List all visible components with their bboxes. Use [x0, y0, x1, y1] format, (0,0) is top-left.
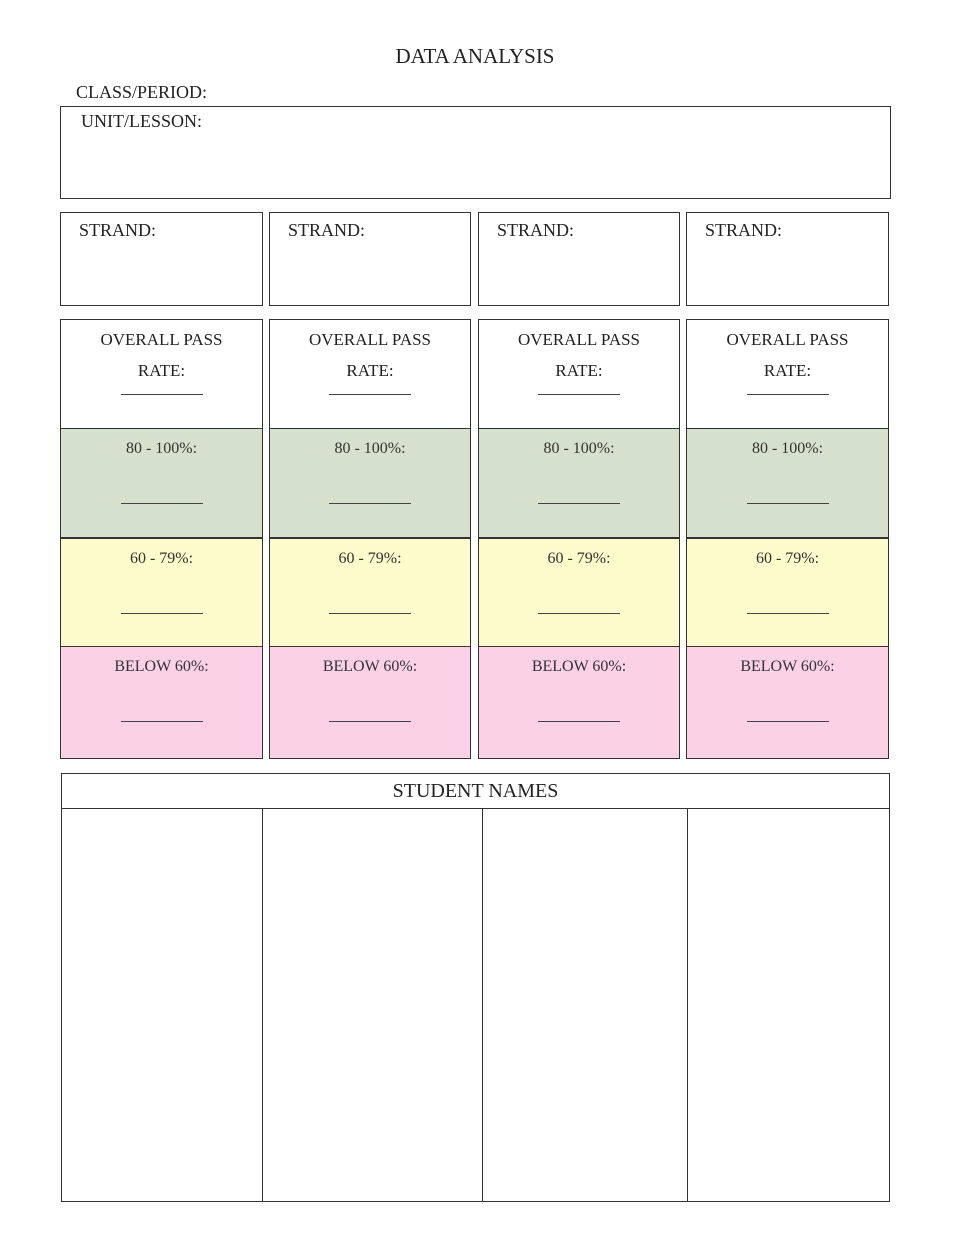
range-high-label: 80 - 100%:	[751, 440, 824, 457]
range-mid-label: 60 - 79%:	[338, 550, 402, 567]
overall-pass-rate-blank[interactable]	[747, 394, 829, 395]
rate-label: RATE:	[763, 361, 812, 380]
range-low-blank[interactable]	[538, 721, 620, 722]
rate-label: RATE:	[137, 361, 186, 380]
overall-pass-rate-cell[interactable]	[269, 319, 471, 429]
range-mid-blank[interactable]	[538, 613, 620, 614]
range-low-label: BELOW 60%:	[740, 658, 835, 675]
range-high-blank[interactable]	[747, 503, 829, 504]
student-names-column-3[interactable]	[483, 809, 688, 1201]
range-low-blank[interactable]	[747, 721, 829, 722]
overall-pass-rate-cell[interactable]	[686, 319, 889, 429]
student-names-column-2[interactable]	[263, 809, 483, 1201]
strand-box[interactable]	[269, 212, 471, 306]
overall-pass-rate-blank[interactable]	[538, 394, 620, 395]
student-names-column-4[interactable]	[688, 809, 889, 1201]
overall-pass-rate-cell[interactable]	[478, 319, 680, 429]
range-low-label: BELOW 60%:	[531, 658, 627, 675]
range-high-cell[interactable]	[60, 428, 263, 538]
strand-label: STRAND:	[79, 220, 157, 240]
range-high-blank[interactable]	[121, 503, 203, 504]
class-period-label: CLASS/PERIOD:	[76, 82, 208, 102]
strand-box[interactable]	[60, 212, 263, 306]
unit-lesson-field[interactable]	[60, 106, 891, 199]
range-low-blank[interactable]	[121, 721, 203, 722]
student-names-table	[61, 773, 890, 1202]
range-low-cell[interactable]	[269, 646, 471, 759]
range-mid-cell[interactable]	[478, 538, 680, 647]
range-low-cell[interactable]	[686, 646, 889, 759]
page-title: DATA ANALYSIS	[395, 44, 555, 68]
range-mid-label: 60 - 79%:	[755, 550, 820, 567]
range-mid-label: 60 - 79%:	[129, 550, 194, 567]
strand-label: STRAND:	[288, 220, 366, 240]
range-high-label: 80 - 100%:	[125, 440, 198, 457]
student-names-header: STUDENT NAMES	[62, 774, 889, 809]
range-mid-cell[interactable]	[269, 538, 471, 647]
range-mid-blank[interactable]	[747, 613, 829, 614]
rate-label: RATE:	[346, 361, 394, 380]
range-high-cell[interactable]	[686, 428, 889, 538]
overall-pass-label: OVERALL PASS	[308, 330, 432, 349]
range-low-cell[interactable]	[60, 646, 263, 759]
range-high-blank[interactable]	[538, 503, 620, 504]
overall-pass-rate-cell[interactable]	[60, 319, 263, 429]
overall-pass-label: OVERALL PASS	[100, 330, 223, 349]
strand-label: STRAND:	[705, 220, 783, 240]
strand-label: STRAND:	[497, 220, 575, 240]
range-high-cell[interactable]	[269, 428, 471, 538]
range-mid-label: 60 - 79%:	[547, 550, 611, 567]
rate-label: RATE:	[555, 361, 603, 380]
overall-pass-rate-blank[interactable]	[121, 394, 203, 395]
range-low-cell[interactable]	[478, 646, 680, 759]
strand-box[interactable]	[478, 212, 680, 306]
range-low-label: BELOW 60%:	[322, 658, 418, 675]
range-high-cell[interactable]	[478, 428, 680, 538]
range-mid-blank[interactable]	[329, 613, 411, 614]
range-high-blank[interactable]	[329, 503, 411, 504]
range-low-blank[interactable]	[329, 721, 411, 722]
overall-pass-rate-blank[interactable]	[329, 394, 411, 395]
range-mid-blank[interactable]	[121, 613, 203, 614]
student-names-column-1[interactable]	[62, 809, 263, 1201]
range-mid-cell[interactable]	[686, 538, 889, 647]
range-low-label: BELOW 60%:	[114, 658, 209, 675]
strand-box[interactable]	[686, 212, 889, 306]
overall-pass-label: OVERALL PASS	[517, 330, 641, 349]
range-high-label: 80 - 100%:	[334, 440, 406, 457]
unit-lesson-label: UNIT/LESSON:	[81, 111, 202, 131]
range-mid-cell[interactable]	[60, 538, 263, 647]
range-high-label: 80 - 100%:	[543, 440, 615, 457]
overall-pass-label: OVERALL PASS	[726, 330, 849, 349]
